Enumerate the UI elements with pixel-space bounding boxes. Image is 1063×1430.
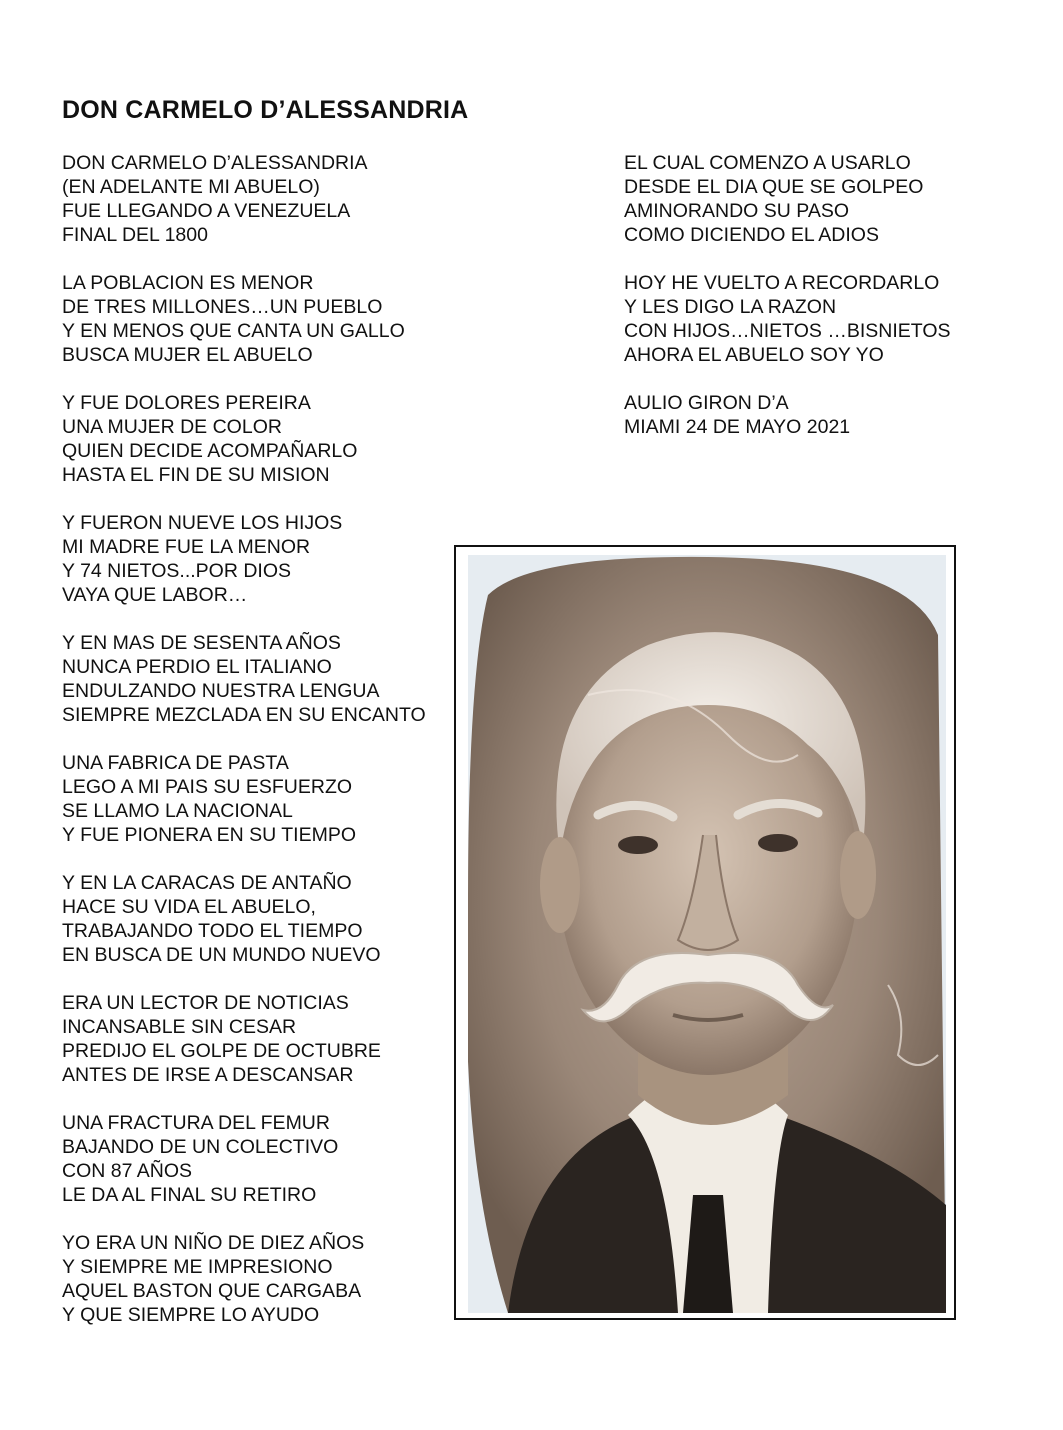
poem-line: COMO DICIENDO EL ADIOS bbox=[624, 224, 879, 246]
poem-line: Y SIEMPRE ME IMPRESIONO bbox=[62, 1256, 333, 1278]
poem-line: LEGO A MI PAIS SU ESFUERZO bbox=[62, 776, 353, 798]
portrait-photo bbox=[468, 555, 946, 1313]
poem-line: LA POBLACION ES MENOR bbox=[62, 272, 314, 294]
poem-line: DON CARMELO D’ALESSANDRIA bbox=[62, 152, 368, 174]
poem-line: Y FUE PIONERA EN SU TIEMPO bbox=[62, 824, 357, 846]
left-stanza bbox=[62, 871, 426, 967]
poem-line: ENDULZANDO NUESTRA LENGUA bbox=[62, 680, 380, 702]
poem-line: CON 87 AÑOS bbox=[62, 1160, 193, 1182]
left-stanza bbox=[62, 1111, 426, 1207]
left-stanza bbox=[62, 511, 426, 607]
poem-line: AMINORANDO SU PASO bbox=[624, 200, 850, 222]
poem-line: DESDE EL DIA QUE SE GOLPEO bbox=[624, 176, 924, 198]
poem-line: MI MADRE FUE LA MENOR bbox=[62, 536, 311, 558]
poem-line: HOY HE VUELTO A RECORDARLO bbox=[624, 272, 940, 294]
left-stanza bbox=[62, 151, 426, 247]
poem-line: FINAL DEL 1800 bbox=[62, 224, 208, 246]
poem-line: YO ERA UN NIÑO DE DIEZ AÑOS bbox=[62, 1232, 365, 1254]
poem-line: NUNCA PERDIO EL ITALIANO bbox=[62, 656, 332, 678]
poem-line: PREDIJO EL GOLPE DE OCTUBRE bbox=[62, 1040, 381, 1062]
poem-line: Y FUE DOLORES PEREIRA bbox=[62, 392, 311, 414]
poem-line: LE DA AL FINAL SU RETIRO bbox=[62, 1184, 317, 1206]
poem-line: (EN ADELANTE MI ABUELO) bbox=[62, 176, 320, 198]
poem-line: SIEMPRE MEZCLADA EN SU ENCANTO bbox=[62, 704, 426, 726]
poem-right-column bbox=[624, 151, 951, 463]
left-stanza bbox=[62, 391, 426, 487]
poem-line: BUSCA MUJER EL ABUELO bbox=[62, 344, 313, 366]
poem-line: Y QUE SIEMPRE LO AYUDO bbox=[62, 1304, 320, 1326]
poem-line: AULIO GIRON D’A bbox=[624, 392, 789, 414]
poem-line: TRABAJANDO TODO EL TIEMPO bbox=[62, 920, 363, 942]
poem-line: VAYA QUE LABOR… bbox=[62, 584, 248, 606]
poem-left-column bbox=[62, 151, 426, 1351]
poem-line: SE LLAMO LA NACIONAL bbox=[62, 800, 293, 822]
poem-line: Y FUERON NUEVE LOS HIJOS bbox=[62, 512, 343, 534]
poem-line: UNA MUJER DE COLOR bbox=[62, 416, 282, 438]
poem-line: INCANSABLE SIN CESAR bbox=[62, 1016, 297, 1038]
right-stanza bbox=[624, 271, 951, 367]
poem-line: AQUEL BASTON QUE CARGABA bbox=[62, 1280, 362, 1302]
left-stanza bbox=[62, 991, 426, 1087]
poem-line: Y EN LA CARACAS DE ANTAÑO bbox=[62, 872, 352, 894]
poem-line: DE TRES MILLONES…UN PUEBLO bbox=[62, 296, 383, 318]
poem-line: UNA FRACTURA DEL FEMUR bbox=[62, 1112, 330, 1134]
poem-line: HACE SU VIDA EL ABUELO, bbox=[62, 896, 316, 918]
left-stanza bbox=[62, 631, 426, 727]
poem-line: MIAMI 24 DE MAYO 2021 bbox=[624, 416, 851, 438]
left-stanza bbox=[62, 1231, 426, 1327]
poem-line: EL CUAL COMENZO A USARLO bbox=[624, 152, 911, 174]
page-title: DON CARMELO D’ALESSANDRIA bbox=[62, 96, 469, 124]
poem-line: QUIEN DECIDE ACOMPAÑARLO bbox=[62, 440, 358, 462]
left-stanza bbox=[62, 271, 426, 367]
right-stanza bbox=[624, 391, 951, 439]
poem-line: Y 74 NIETOS...POR DIOS bbox=[62, 560, 292, 582]
poem-line: CON HIJOS…NIETOS …BISNIETOS bbox=[624, 320, 951, 342]
poem-line: ERA UN LECTOR DE NOTICIAS bbox=[62, 992, 349, 1014]
left-stanza bbox=[62, 751, 426, 847]
poem-line: ANTES DE IRSE A DESCANSAR bbox=[62, 1064, 354, 1086]
right-stanza bbox=[624, 151, 951, 247]
poem-line: FUE LLEGANDO A VENEZUELA bbox=[62, 200, 351, 222]
poem-line: Y EN MAS DE SESENTA AÑOS bbox=[62, 632, 341, 654]
poem-line: BAJANDO DE UN COLECTIVO bbox=[62, 1136, 339, 1158]
poem-line: UNA FABRICA DE PASTA bbox=[62, 752, 289, 774]
poem-line: Y EN MENOS QUE CANTA UN GALLO bbox=[62, 320, 405, 342]
poem-line: EN BUSCA DE UN MUNDO NUEVO bbox=[62, 944, 381, 966]
poem-line: Y LES DIGO LA RAZON bbox=[624, 296, 837, 318]
portrait-illustration bbox=[468, 555, 946, 1313]
poem-line: AHORA EL ABUELO SOY YO bbox=[624, 344, 884, 366]
poem-line: HASTA EL FIN DE SU MISION bbox=[62, 464, 330, 486]
portrait-frame bbox=[454, 545, 956, 1320]
